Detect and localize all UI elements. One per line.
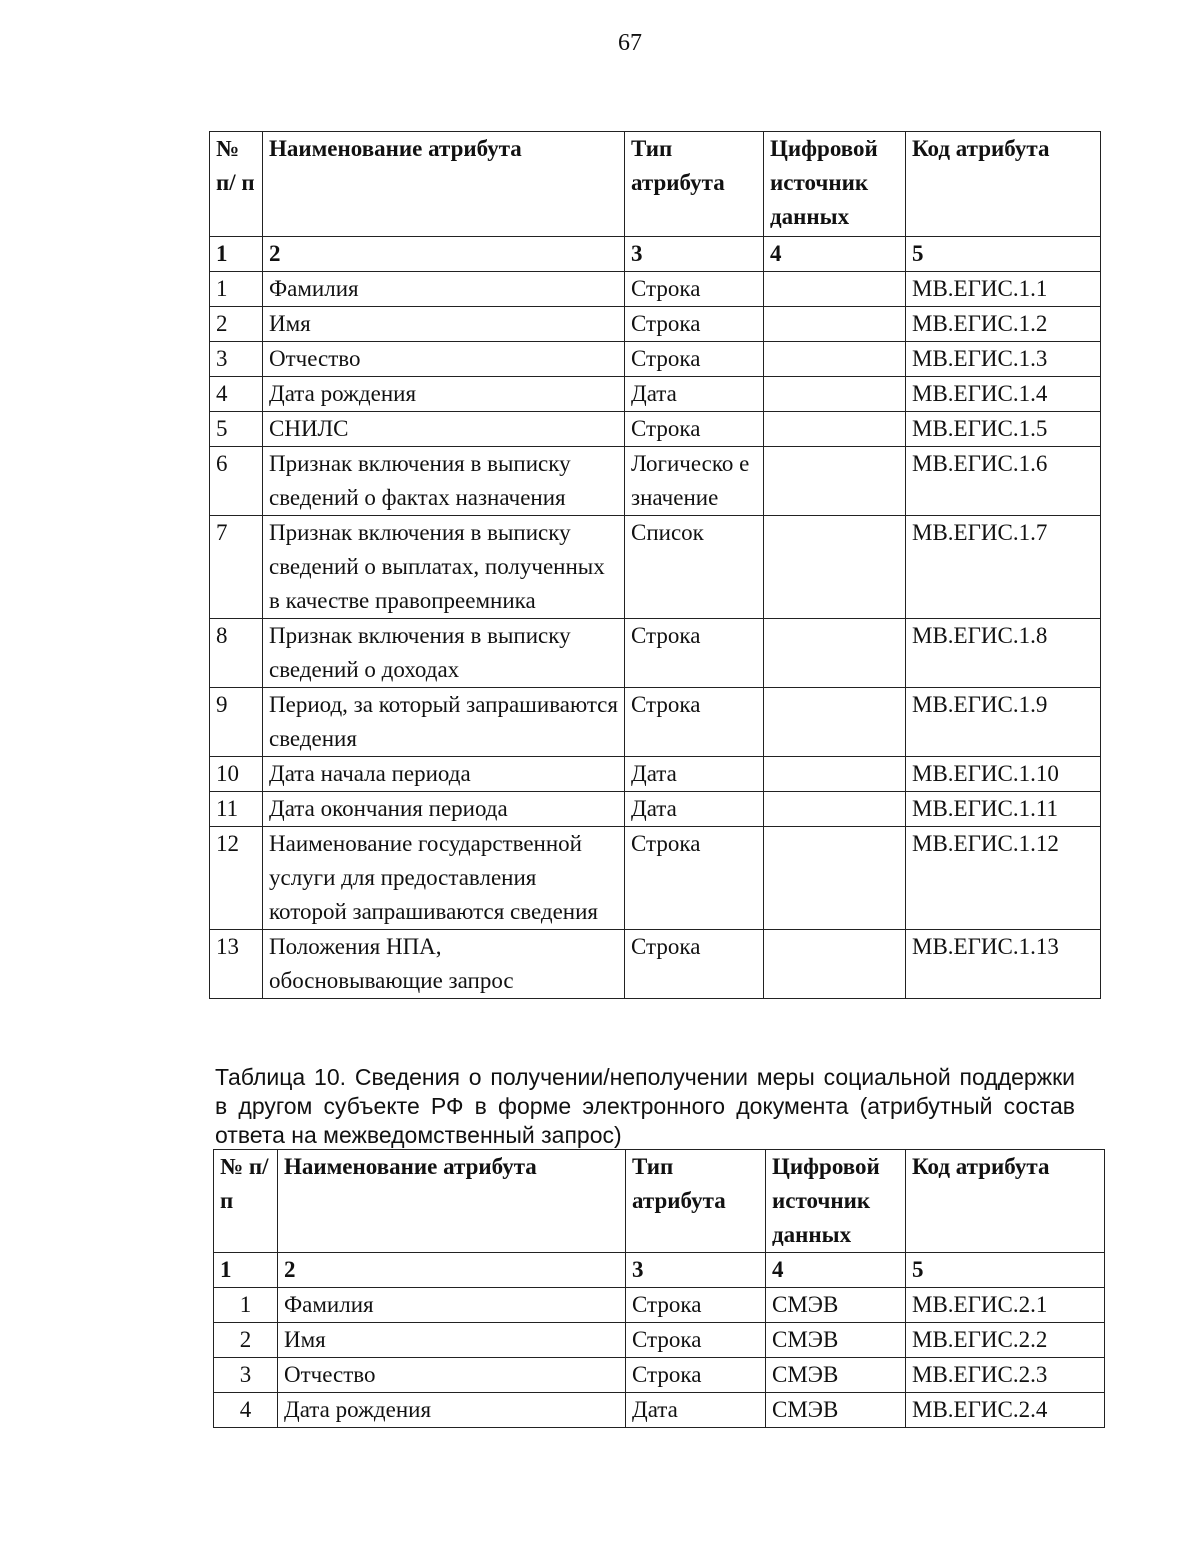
cell-attribute-code: МВ.ЕГИС.1.12 (906, 827, 1101, 930)
cell-attribute-name: Дата рождения (278, 1393, 626, 1428)
cell-attribute-type: Строка (625, 688, 764, 757)
table-row (210, 688, 1101, 757)
table-row (210, 792, 1101, 827)
header-no: № п/п (214, 1150, 278, 1253)
cell-attribute-type: Дата (626, 1393, 766, 1428)
cell-attribute-code: МВ.ЕГИС.1.9 (906, 688, 1101, 757)
cell-attribute-code: МВ.ЕГИС.1.6 (906, 447, 1101, 516)
cell-attribute-name: Наименование государственной услуги для предоставления которой запрашиваются сведения (263, 827, 625, 930)
table-body (214, 1288, 1105, 1428)
header-type: Тип атрибута (625, 132, 764, 237)
cell-attribute-code: МВ.ЕГИС.1.8 (906, 619, 1101, 688)
cell-attribute-name: Признак включения в выписку сведений о выплатах, полученных в качестве правопреемника (263, 516, 625, 619)
cell-number: 5 (210, 412, 263, 447)
table-row (214, 1393, 1105, 1428)
cell-attribute-name: Признак включения в выписку сведений о доходах (263, 619, 625, 688)
cell-number: 7 (210, 516, 263, 619)
table-row (210, 930, 1101, 999)
table-row (210, 516, 1101, 619)
cell-attribute-code: МВ.ЕГИС.1.2 (906, 307, 1101, 342)
cell-data-source (764, 516, 906, 619)
table-row (214, 1358, 1105, 1393)
header-name: Наименование атрибута (263, 132, 625, 237)
cell-data-source (764, 792, 906, 827)
cell-attribute-name: Дата рождения (263, 377, 625, 412)
column-number: 4 (766, 1253, 906, 1288)
cell-attribute-name: Период, за который запрашиваются сведения (263, 688, 625, 757)
cell-data-source: СМЭВ (766, 1393, 906, 1428)
cell-number: 6 (210, 447, 263, 516)
cell-attribute-name: Имя (278, 1323, 626, 1358)
column-number: 4 (764, 237, 906, 272)
cell-number: 8 (210, 619, 263, 688)
table-body (210, 272, 1101, 999)
cell-attribute-type: Логическо е значение (625, 447, 764, 516)
cell-attribute-code: МВ.ЕГИС.1.3 (906, 342, 1101, 377)
table-row (210, 307, 1101, 342)
cell-attribute-type: Строка (626, 1358, 766, 1393)
table-row (210, 272, 1101, 307)
column-number: 5 (906, 1253, 1105, 1288)
table-row (210, 377, 1101, 412)
cell-attribute-type: Строка (625, 619, 764, 688)
table-row (210, 827, 1101, 930)
cell-number: 3 (210, 342, 263, 377)
cell-data-source (764, 307, 906, 342)
column-number: 2 (263, 237, 625, 272)
table-row (210, 619, 1101, 688)
header-name: Наименование атрибута (278, 1150, 626, 1253)
column-number: 3 (625, 237, 764, 272)
table-row (210, 412, 1101, 447)
header-source: Цифровой источник данных (764, 132, 906, 237)
cell-attribute-type: Строка (626, 1323, 766, 1358)
cell-attribute-code: МВ.ЕГИС.2.3 (906, 1358, 1105, 1393)
cell-data-source (764, 447, 906, 516)
cell-attribute-type: Строка (625, 272, 764, 307)
cell-number: 1 (210, 272, 263, 307)
cell-attribute-code: МВ.ЕГИС.1.10 (906, 757, 1101, 792)
cell-number: 9 (210, 688, 263, 757)
cell-number: 2 (210, 307, 263, 342)
cell-data-source: СМЭВ (766, 1358, 906, 1393)
cell-data-source (764, 827, 906, 930)
cell-attribute-type: Строка (626, 1288, 766, 1323)
cell-attribute-code: МВ.ЕГИС.1.4 (906, 377, 1101, 412)
cell-number: 4 (214, 1393, 278, 1428)
cell-attribute-name: Отчество (278, 1358, 626, 1393)
header-source: Цифровой источник данных (766, 1150, 906, 1253)
header-code: Код атрибута (906, 132, 1101, 237)
cell-attribute-type: Строка (625, 930, 764, 999)
column-number: 1 (210, 237, 263, 272)
table-row (214, 1288, 1105, 1323)
header-code: Код атрибута (906, 1150, 1105, 1253)
cell-attribute-name: Фамилия (278, 1288, 626, 1323)
column-number: 5 (906, 237, 1101, 272)
table-row (210, 342, 1101, 377)
cell-attribute-type: Строка (625, 342, 764, 377)
attributes-table-response (213, 1149, 1105, 1428)
attributes-table-request (209, 131, 1101, 999)
column-number: 2 (278, 1253, 626, 1288)
cell-attribute-type: Дата (625, 792, 764, 827)
cell-attribute-type: Строка (625, 412, 764, 447)
cell-attribute-code: МВ.ЕГИС.1.7 (906, 516, 1101, 619)
cell-attribute-name: Фамилия (263, 272, 625, 307)
cell-data-source (764, 272, 906, 307)
cell-attribute-type: Список (625, 516, 764, 619)
cell-number: 11 (210, 792, 263, 827)
cell-number: 1 (214, 1288, 278, 1323)
cell-data-source (764, 342, 906, 377)
cell-number: 12 (210, 827, 263, 930)
cell-data-source (764, 757, 906, 792)
table-row (210, 447, 1101, 516)
table-header-row (214, 1150, 1105, 1253)
cell-attribute-name: Отчество (263, 342, 625, 377)
cell-data-source (764, 377, 906, 412)
cell-attribute-name: Дата начала периода (263, 757, 625, 792)
header-type: Тип атрибута (626, 1150, 766, 1253)
cell-data-source: СМЭВ (766, 1288, 906, 1323)
column-number: 1 (214, 1253, 278, 1288)
cell-attribute-name: Положения НПА, обосновывающие запрос (263, 930, 625, 999)
cell-attribute-name: Имя (263, 307, 625, 342)
table-header-row (210, 132, 1101, 237)
page-number: 67 (618, 30, 642, 56)
column-numbering-row (214, 1253, 1105, 1288)
table-row (210, 757, 1101, 792)
cell-attribute-code: МВ.ЕГИС.1.5 (906, 412, 1101, 447)
cell-attribute-code: МВ.ЕГИС.2.1 (906, 1288, 1105, 1323)
cell-attribute-type: Дата (625, 757, 764, 792)
cell-number: 3 (214, 1358, 278, 1393)
cell-attribute-type: Строка (625, 307, 764, 342)
cell-attribute-code: МВ.ЕГИС.2.2 (906, 1323, 1105, 1358)
cell-data-source: СМЭВ (766, 1323, 906, 1358)
cell-attribute-name: Признак включения в выписку сведений о фактах назначения (263, 447, 625, 516)
header-no: № п/ п (210, 132, 263, 237)
cell-number: 10 (210, 757, 263, 792)
cell-attribute-code: МВ.ЕГИС.1.11 (906, 792, 1101, 827)
cell-data-source (764, 688, 906, 757)
column-numbering-row (210, 237, 1101, 272)
cell-data-source (764, 930, 906, 999)
cell-data-source (764, 412, 906, 447)
cell-attribute-name: Дата окончания периода (263, 792, 625, 827)
cell-attribute-type: Дата (625, 377, 764, 412)
table-caption: Таблица 10. Сведения о получении/неполучении меры социальной поддержки в другом субъекте РФ в форме электронного документа (атрибутный состав ответа на межведомственный запрос) (215, 1064, 1075, 1148)
cell-number: 13 (210, 930, 263, 999)
cell-number: 2 (214, 1323, 278, 1358)
cell-attribute-name: СНИЛС (263, 412, 625, 447)
cell-attribute-code: МВ.ЕГИС.1.1 (906, 272, 1101, 307)
cell-attribute-code: МВ.ЕГИС.1.13 (906, 930, 1101, 999)
cell-attribute-code: МВ.ЕГИС.2.4 (906, 1393, 1105, 1428)
cell-number: 4 (210, 377, 263, 412)
table-row (214, 1323, 1105, 1358)
column-number: 3 (626, 1253, 766, 1288)
cell-attribute-type: Строка (625, 827, 764, 930)
cell-data-source (764, 619, 906, 688)
